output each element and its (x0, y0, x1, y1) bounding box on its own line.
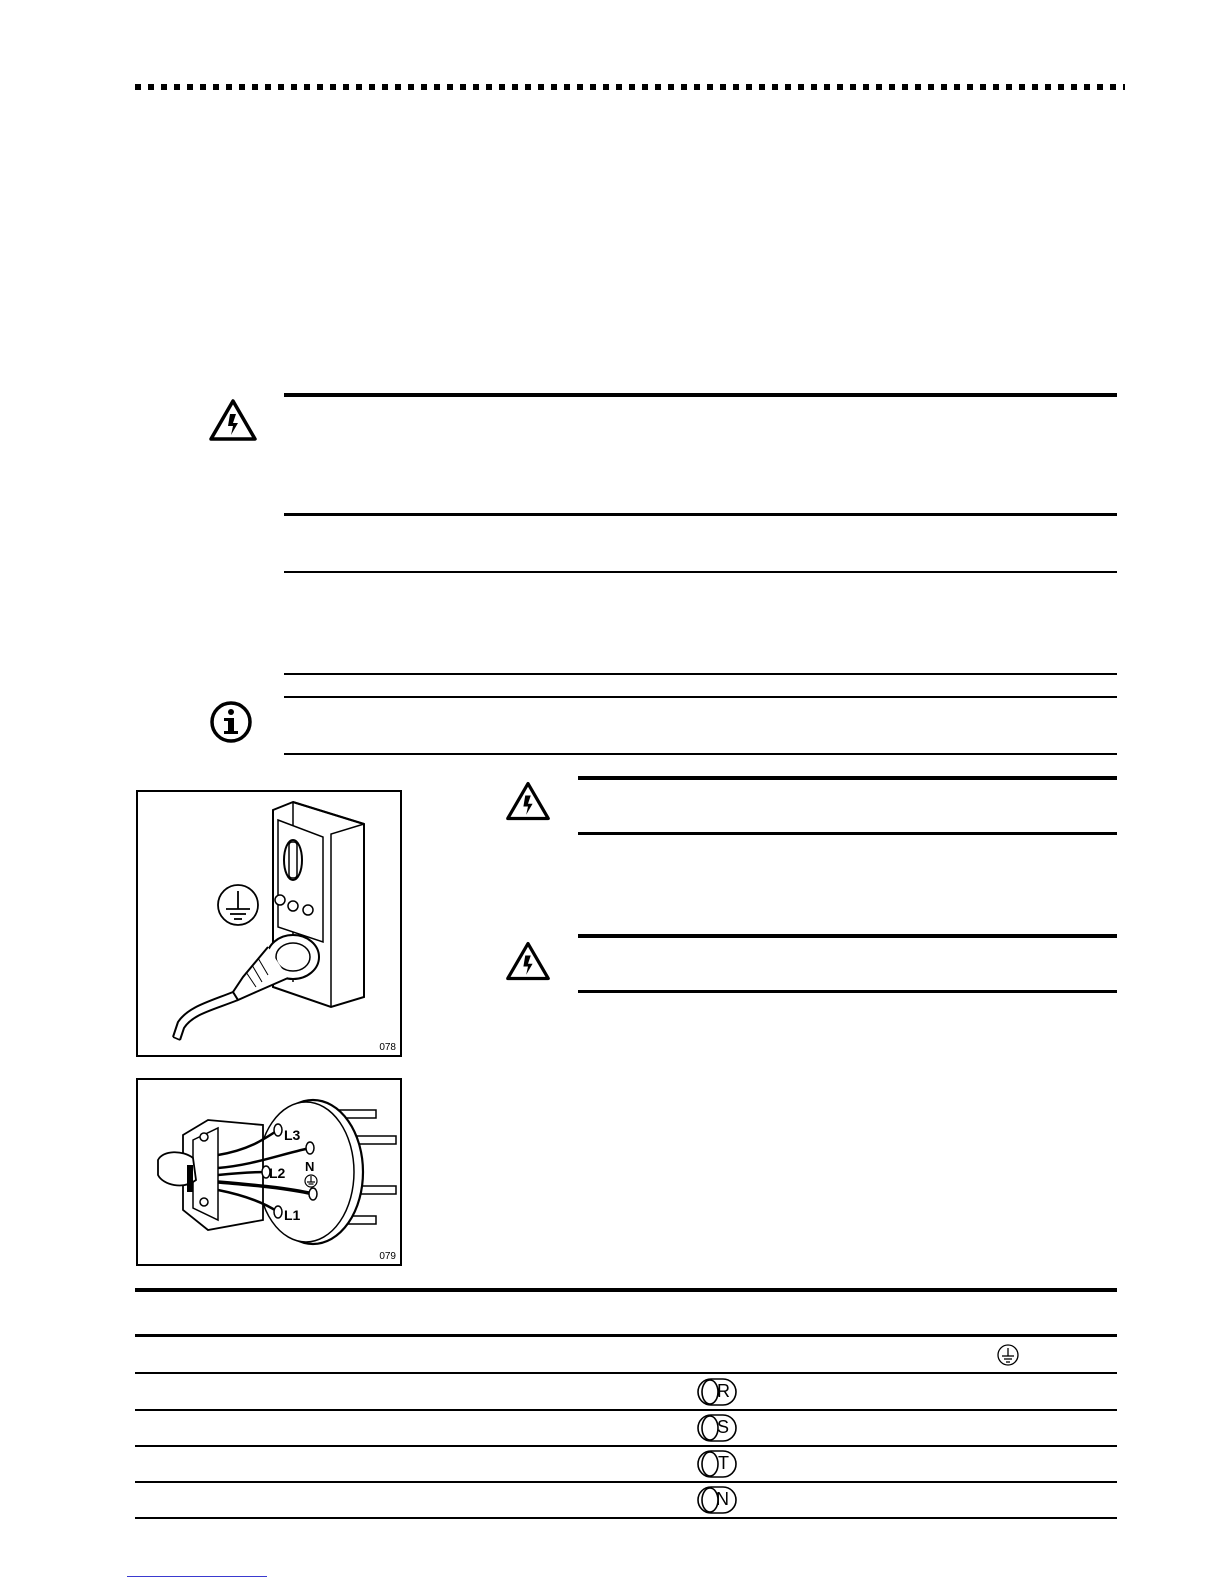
figure-number: 079 (379, 1251, 396, 1262)
phase-marker-r (697, 1378, 737, 1411)
figure-number: 078 (379, 1042, 396, 1053)
table-row-rule (135, 1409, 1117, 1411)
table-row-rule (135, 1481, 1117, 1483)
warning-top-rule (284, 393, 1117, 397)
section-rule (284, 673, 1117, 675)
electrical-hazard-icon (505, 780, 551, 822)
phase-label: T (718, 1453, 729, 1473)
terminal-label-l3: L3 (284, 1127, 301, 1143)
terminal-label-l2: L2 (269, 1165, 286, 1181)
footer-link-underline (127, 1576, 267, 1577)
table-bottom-rule (135, 1517, 1117, 1519)
terminal-label-l1: L1 (284, 1207, 301, 1223)
warning-bottom-rule (578, 990, 1117, 993)
info-icon (208, 700, 254, 744)
figure-078 (136, 790, 402, 1057)
info-top-rule (284, 696, 1117, 698)
phase-label: N (716, 1489, 729, 1509)
electrical-hazard-icon (505, 940, 551, 982)
section-rule (284, 571, 1117, 573)
protective-earth-icon (996, 1343, 1020, 1367)
table-row-rule (135, 1445, 1117, 1447)
phase-label: R (717, 1381, 730, 1401)
electrical-hazard-icon (208, 398, 258, 442)
table-top-rule (135, 1288, 1117, 1292)
phase-marker-s (697, 1414, 737, 1447)
header-dotted-rule (135, 84, 1125, 90)
table-row-rule (135, 1372, 1117, 1374)
plug-wiring-illustration (138, 1080, 400, 1264)
warning-bottom-rule (284, 513, 1117, 516)
warning-top-rule (578, 776, 1117, 780)
info-bottom-rule (284, 753, 1117, 755)
warning-bottom-rule (578, 832, 1117, 835)
figure-079 (136, 1078, 402, 1266)
protective-earth-icon (305, 1175, 317, 1187)
phase-label: S (717, 1417, 730, 1437)
wire-sleeve-icon (697, 1450, 737, 1478)
protective-earth-icon (218, 885, 258, 925)
phase-marker-t (697, 1450, 737, 1483)
terminal-label-n: N (305, 1159, 315, 1174)
table-header-rule (135, 1334, 1117, 1337)
socket-illustration (138, 792, 400, 1055)
phase-marker-n (697, 1486, 737, 1519)
warning-top-rule (578, 934, 1117, 938)
